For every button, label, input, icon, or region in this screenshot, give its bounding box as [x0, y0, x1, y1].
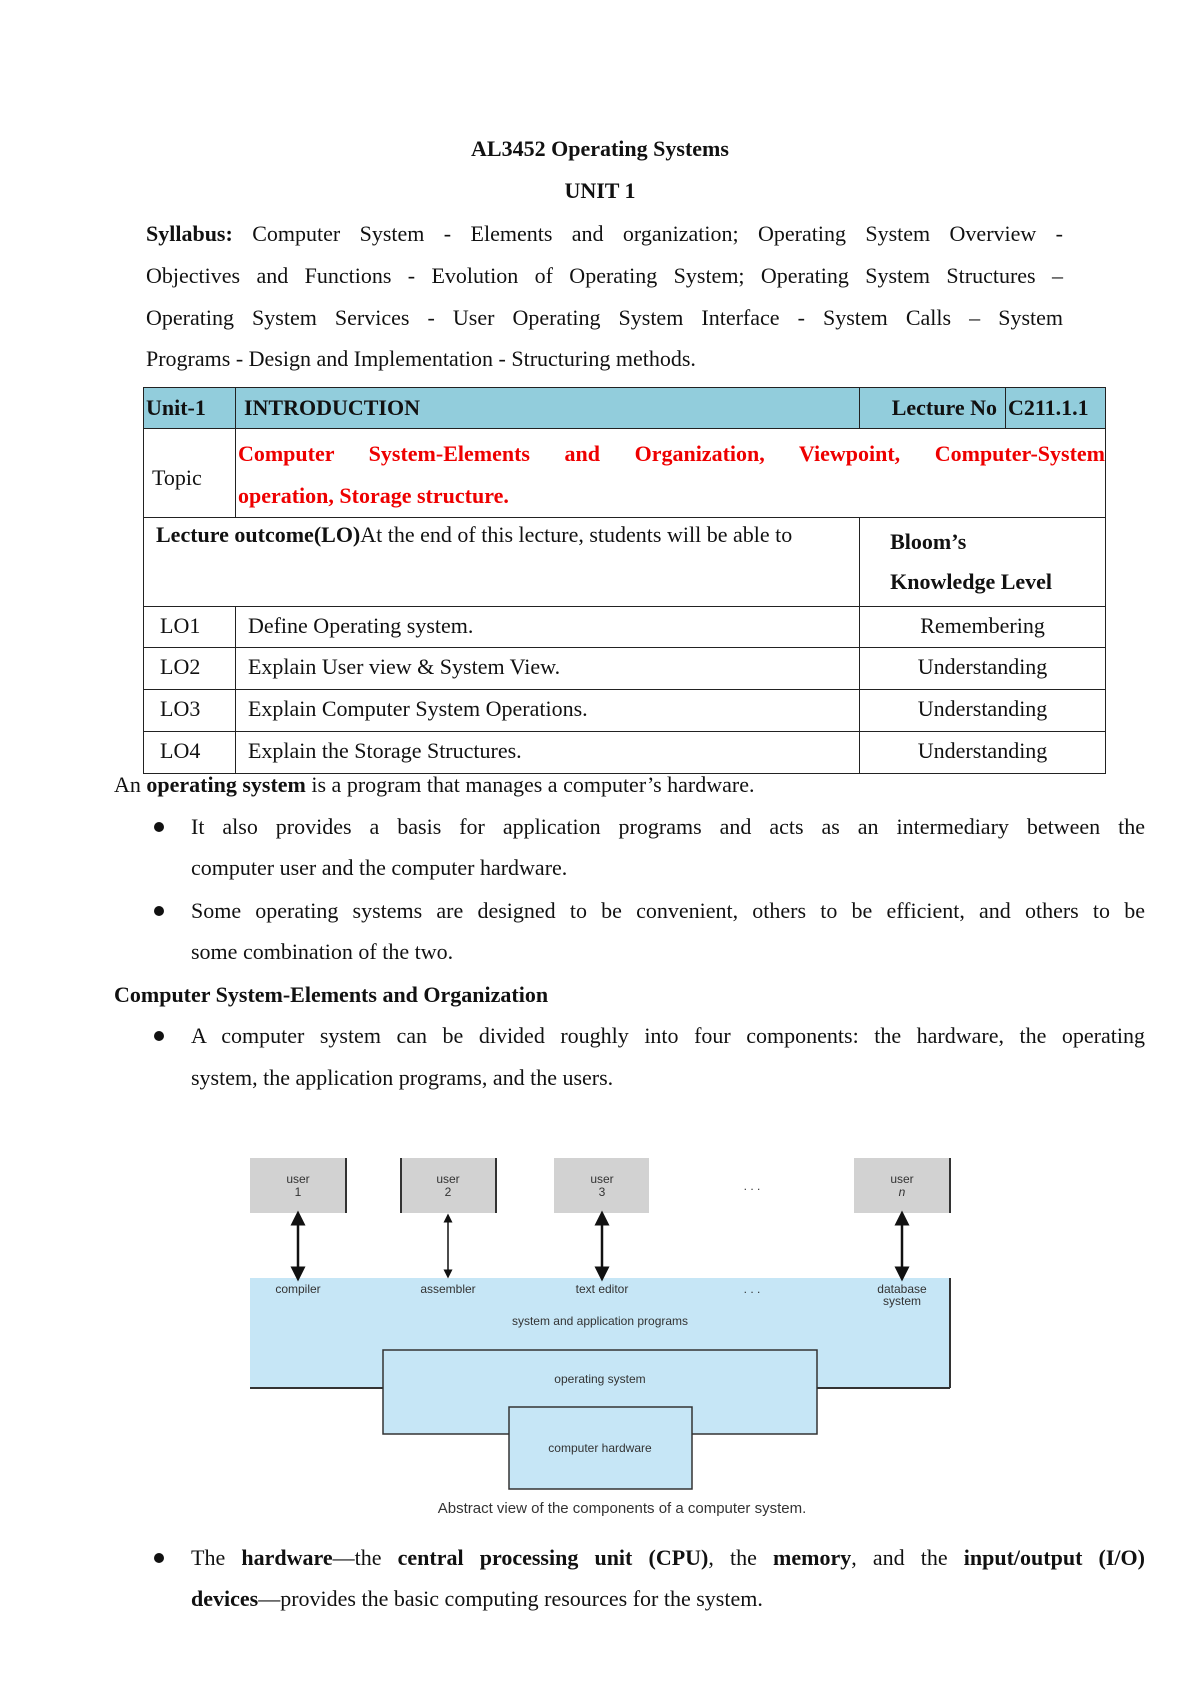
program-label: assembler [420, 1282, 476, 1296]
lo-id: LO3 [144, 690, 236, 732]
bloom-line: Knowledge Level [890, 569, 1053, 594]
bold-term: central processing unit (CPU) [397, 1545, 709, 1570]
bullet-text: Some operating systems are designed to be convenient, others to be efficient, and others to be [191, 898, 1145, 923]
heading-cell: INTRODUCTION [235, 388, 859, 429]
bullet-text: It also provides a basis for application programs and acts as an intermediary between the [191, 814, 1145, 839]
lo-level: Understanding [860, 648, 1106, 690]
lo-level: Understanding [860, 690, 1106, 732]
lo-id: LO2 [144, 648, 236, 690]
bold-term: memory [773, 1545, 852, 1570]
lo-outcome: Explain Computer System Operations. [235, 690, 859, 732]
user-label: user [890, 1172, 914, 1186]
unit-cell: Unit-1 [144, 388, 236, 429]
program-label: database [877, 1282, 927, 1296]
bullet-text: A computer system can be divided roughly into four components: the hardware, the operating [191, 1023, 1145, 1048]
bold-term: input/output (I/O) [963, 1545, 1145, 1570]
topic-label: Topic [144, 429, 236, 518]
user-number: n [898, 1185, 906, 1199]
user-number: 3 [598, 1185, 606, 1199]
lo-intro: At the end of this lecture, students will be able to [360, 522, 793, 547]
bold-term: hardware [241, 1545, 333, 1570]
syllabus-label: Syllabus: [146, 221, 233, 246]
syllabus-line: Programs - Design and Implementation - Structuring methods. [146, 346, 696, 371]
section-heading: Computer System-Elements and Organization [114, 982, 549, 1007]
topic-line: operation, Storage structure. [237, 483, 509, 508]
ellipsis: . . . [743, 1179, 761, 1193]
bullet-text: system, the application programs, and the users. [191, 1065, 614, 1090]
document-title: AL3452 Operating Systems [471, 136, 729, 161]
unit-heading: UNIT 1 [564, 178, 636, 203]
program-label: system [882, 1294, 922, 1308]
bold-term: operating system [146, 772, 306, 797]
program-label: text editor [575, 1282, 629, 1296]
text: , the [708, 1545, 774, 1570]
user-label: user [436, 1172, 460, 1186]
syllabus-text: Computer System - Elements and organization; Operating System Overview - [252, 221, 1064, 246]
lecture-no-label: Lecture No [860, 388, 1006, 429]
hardware-layer-label: computer hardware [548, 1441, 652, 1455]
topic-line: Computer System-Elements and Organization, Viewpoint, Computer-System [237, 441, 1105, 466]
lo-label: Lecture outcome(LO) [156, 522, 361, 547]
text: is a program that manages a computer’s hardware. [305, 772, 755, 797]
lo-level: Remembering [860, 607, 1106, 648]
user-label: user [590, 1172, 614, 1186]
hardware-bullet [191, 1545, 1145, 1571]
bullet-icon [154, 1553, 164, 1563]
user-label: user [286, 1172, 310, 1186]
lo-id: LO4 [144, 732, 236, 774]
bullet-text: computer user and the computer hardware. [191, 855, 568, 880]
text: —the [332, 1545, 398, 1570]
lecture-no: C211.1.1 [1006, 388, 1106, 429]
lo-outcome: Explain the Storage Structures. [235, 732, 859, 774]
user-number: 1 [294, 1185, 302, 1199]
hardware-bullet-cont [191, 1586, 763, 1612]
program-label: compiler [275, 1282, 321, 1296]
ellipsis: . . . [743, 1282, 761, 1296]
text: , and the [851, 1545, 964, 1570]
lo-id: LO1 [144, 607, 236, 648]
bold-term: devices [191, 1586, 259, 1611]
lo-outcome: Explain User view & System View. [235, 648, 859, 690]
bullet-text: some combination of the two. [191, 939, 454, 964]
apps-layer-label: system and application programs [511, 1314, 689, 1328]
os-layer-label: operating system [554, 1372, 646, 1386]
diagram-caption: Abstract view of the components of a computer system. [437, 1500, 807, 1517]
lo-outcome: Define Operating system. [235, 607, 859, 648]
bloom-line: Bloom’s [890, 529, 967, 554]
text: The [191, 1545, 242, 1570]
lo-level: Understanding [860, 732, 1106, 774]
text: —provides the basic computing resources for the system. [258, 1586, 763, 1611]
user-number: 2 [444, 1185, 452, 1199]
syllabus-line: Operating System Services - User Operating System Interface - System Calls – System [146, 305, 1063, 330]
text: An [114, 772, 147, 797]
syllabus-line: Objectives and Functions - Evolution of Operating System; Operating System Structures – [146, 263, 1063, 288]
